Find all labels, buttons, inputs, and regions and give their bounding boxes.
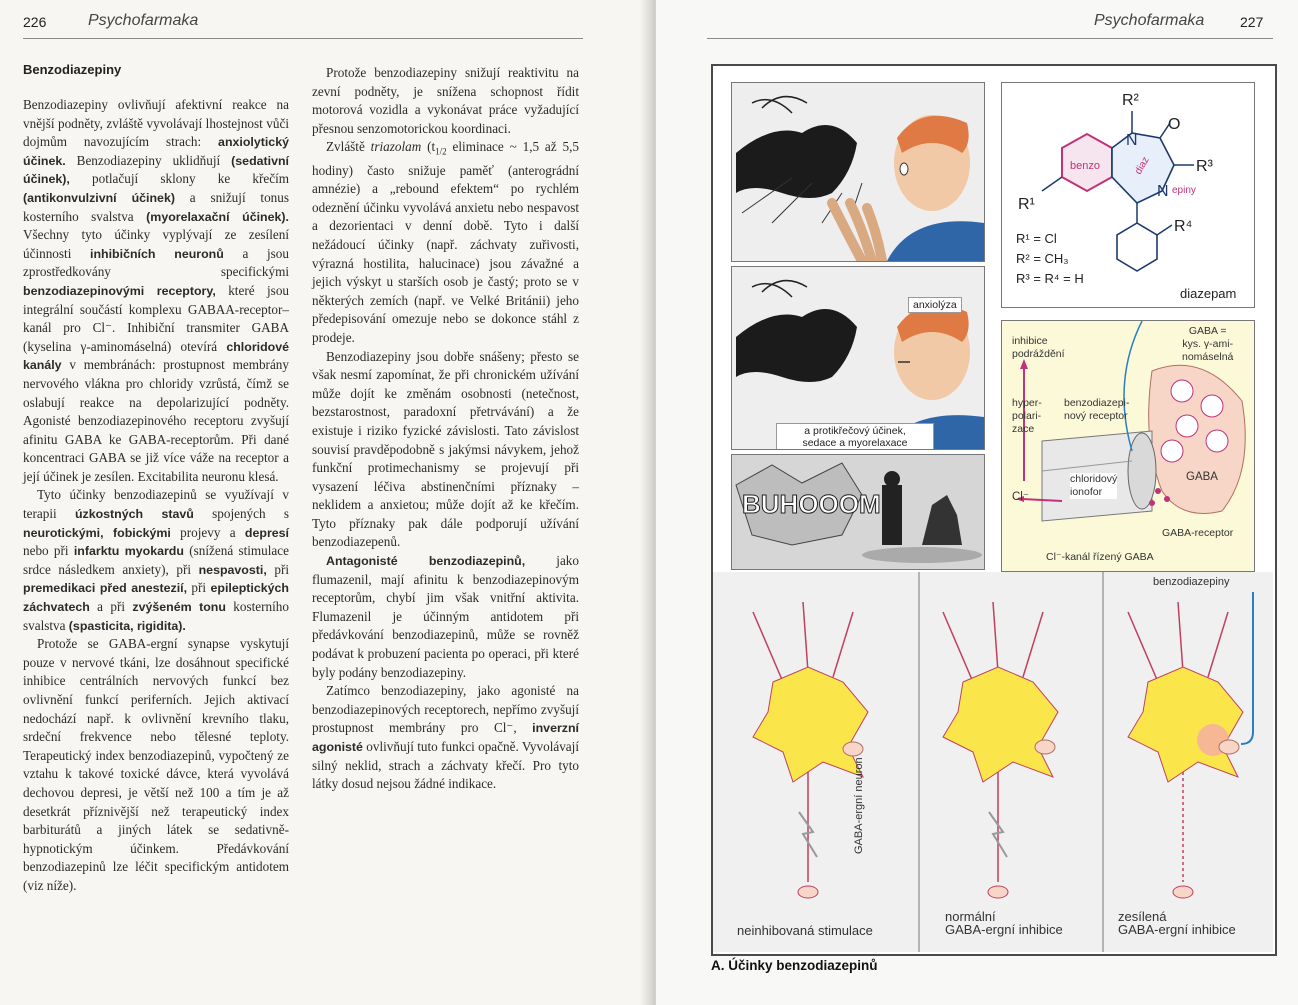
left-column-1 bbox=[23, 96, 289, 896]
normal-line-2: GABA-ergní inhibice bbox=[945, 922, 1063, 937]
left-running-head: Psychofarmaka bbox=[88, 12, 199, 29]
paragraph: Zatímco benzodiazepiny, jako agonisté na benzodiazepinových receptorech, nepřímo zvyšují prostupnost membrány pro Cl⁻, inverzní agonisté ovlivňují tuto funkci opačně. Vyvolávají silný neklid, strach a záchvaty křečí. Pro tyto látky dosud nejsou žádné indikace. bbox=[312, 683, 579, 792]
gaba-neuron-label: GABA-ergní neuron bbox=[853, 757, 865, 854]
normal-inhibition-label bbox=[945, 910, 1063, 936]
gaba-def-line-1: GABA = bbox=[1188, 325, 1227, 337]
substituent-2: R² = CH₃ bbox=[1016, 251, 1069, 266]
paragraph: Benzodiazepiny jsou dobře snášeny; přesto se však nesmí zapomínat, že při chronickém užívání může dojít ke změnám osobnosti (netečnost, bezstarostnost, paradoxní přetrvávání) a že existuje i riziko fyzické závislosti. Tato závislost souvisí pravděpodobně s jakýmsi návykem, jehož funkční protimechanismy se projevují při vysazení léčiva abstinenčními příznaky – neklidem a anxietou; může dojít až ke křečím. Tyto příznaky pak dále podporují užívání benzodiazepenů. bbox=[312, 348, 579, 550]
gaba-definition-label bbox=[1182, 325, 1233, 364]
substituent-3: R³ = R⁴ = H bbox=[1016, 271, 1084, 286]
right-running-head: Psychofarmaka bbox=[1094, 12, 1205, 29]
sound-word: BUHOOOM bbox=[742, 489, 881, 519]
effects-label-line-1: a protikřečový účinek, bbox=[804, 425, 906, 437]
enhanced-line-1: zesílená bbox=[1118, 909, 1167, 924]
comic-fear-illustration bbox=[732, 83, 984, 261]
o-atom: O bbox=[1168, 116, 1181, 133]
right-page-number: 227 bbox=[1240, 14, 1264, 30]
paragraph: Protože benzodiazepiny snižují reaktivitu na zevní podněty, je snížena schopnost řídit motorová vozidla a vykonávat práce vyžadující přesnou senzomotorickou koordinaci. bbox=[312, 65, 579, 136]
section-heading: Benzodiazepiny bbox=[23, 62, 122, 77]
hyper-line-3: zace bbox=[1012, 423, 1035, 435]
hyper-line-1: hyper- bbox=[1012, 397, 1042, 409]
right-header-rule bbox=[707, 38, 1273, 39]
n2-atom: N bbox=[1157, 183, 1169, 200]
chlor-line-1: chloridový bbox=[1070, 473, 1118, 485]
inhibition-line-1: inhibice bbox=[1012, 335, 1048, 347]
bzd-receptor-label bbox=[1064, 397, 1129, 423]
neuron-comparison-area bbox=[713, 572, 1273, 952]
chloride-ion-label: Cl⁻ bbox=[1012, 491, 1029, 503]
r1-label: R¹ bbox=[1018, 196, 1035, 213]
benzo-label: benzo bbox=[1070, 160, 1100, 172]
paragraph: Zvláště triazolam ($t_{1/2}$ eliminace ~ 1,5 až 5,5 hodiny) často snižuje paměť (anterográdní amnézie) a „rebound efektem“ po rychlém odeznění účinku vyvolává anxietu nebo nespavost a dezorientaci v denní době. Tyto i další nežádoucí účinky (např. záchvaty zuřivosti, výrazná hostilita, halucinace) jsou závažné a jejich výskyt u starších osob je častý; proto se v některých zemích (např. ve Velké Británii) jeho předepisování omezuje nebo se dokonce stáhl z prodeje. bbox=[312, 139, 579, 345]
effects-label-line-2: sedace a myorelaxace bbox=[802, 437, 908, 449]
paragraph: Antagonisté benzodiazepinů, jako flumazenil, mají afinitu k benzodiazepinovým receptorům, chybí jim však vnitřní aktivita. Flumazenil je účinným antidotem při předávkování benzodiazepinů, může se rovněž podávat k probuzení pacienta po operaci, při které byly podány benzodiazepiny. bbox=[312, 553, 579, 680]
diaz-label: diaz bbox=[1133, 155, 1152, 177]
inhibition-label bbox=[1012, 335, 1065, 361]
left-column-2 bbox=[312, 64, 579, 794]
chlor-line-2: ionofor bbox=[1070, 486, 1103, 498]
r4-label: R⁴ bbox=[1174, 218, 1193, 235]
gaba-label: GABA bbox=[1186, 471, 1218, 483]
figure-caption: A. Účinky benzodiazepinů bbox=[711, 958, 878, 973]
comic-panel-anxiolysis bbox=[731, 266, 985, 450]
gaba-def-line-2: kys. γ-ami- bbox=[1182, 338, 1234, 350]
comic-calm-illustration bbox=[732, 267, 984, 449]
gaba-def-line-3: nomáselná bbox=[1182, 351, 1234, 363]
paragraph: Tyto účinky benzodiazepinů se využívají v terapii úzkostných stavů spojených s neurotickými, fobickými projevy a depresí nebo při infarktu myokardu (snížená stimulace srdce následkem anxiety), při nespavosti, při premedikaci před anestezií, při epileptických záchvatech a při zvýšeném tonu kosterního svalstva (spasticita, rigidita). bbox=[23, 487, 290, 633]
substituent-1: R¹ = Cl bbox=[1016, 231, 1057, 246]
paragraph: Protože se GABA-ergní synapse vyskytují pouze v nervové tkáni, lze dosáhnout specifické inhibice centrálních nervových funkcí bez ovlivnění funkcí periferních. Jejich aktivací nedochází např. k ovlivnění krevního tlaku, srdeční frekvence nebo tělesné teploty. Terapeutický index benzodiazepinů, vypočtený ze vztahu k takové toxické dávce, která vyvolává dechovou depresi, je větší než 100 a tím je až desetkrát příznivější než terapeutický index barbiturátů a jiných látek se sedativně-hypnotickým účinkem. Předávkování benzodiazepinů lze léčit specifickým antidotem (viz níže). bbox=[23, 636, 289, 893]
chloride-ionophore-label bbox=[1070, 473, 1117, 499]
bzd-line-1: benzodiazepi- bbox=[1064, 397, 1130, 409]
left-page-number: 226 bbox=[23, 14, 47, 30]
explosion-illustration bbox=[732, 455, 984, 569]
epiny-label: epiny bbox=[1172, 185, 1196, 196]
n1-atom: N bbox=[1126, 132, 1138, 149]
neuron-diagrams bbox=[713, 572, 1273, 952]
gaba-gated-channel-label: Cl⁻-kanál řízený GABA bbox=[1046, 551, 1154, 563]
gaba-receptor-panel bbox=[1001, 320, 1255, 572]
comic-panel-fear bbox=[731, 82, 985, 262]
normal-line-1: normální bbox=[945, 909, 996, 924]
comic-panel-explosion bbox=[731, 454, 985, 570]
diazepam-label: diazepam bbox=[1180, 286, 1237, 301]
hyperpolarization-label bbox=[1012, 397, 1042, 436]
anxiolysis-label: anxiolýza bbox=[908, 297, 962, 313]
bzd-line-2: nový receptor bbox=[1064, 410, 1128, 422]
enhanced-inhibition-label bbox=[1118, 910, 1236, 936]
left-header-rule bbox=[23, 38, 583, 39]
diazepam-structure bbox=[1002, 83, 1254, 307]
hyper-line-2: polari- bbox=[1012, 410, 1042, 422]
inhibition-line-2: podráždění bbox=[1012, 348, 1065, 360]
diazepam-structure-panel bbox=[1001, 82, 1255, 308]
r3-label: R³ bbox=[1196, 158, 1213, 175]
gaba-receptor-label: GABA-receptor bbox=[1162, 527, 1234, 539]
effects-label bbox=[776, 423, 934, 450]
paragraph: Benzodiazepiny ovlivňují afektivní reakce na vnější podněty, zvláště vyvolávají lhostejnost vůči dojmům navozujícím strach: anxiolytický účinek. Benzodiazepiny uklidňují (sedativní účinek), potlačují sklony ke křečím (antikonvulzivní účinek) a snižují tonus kosterního svalstva (myorelaxační účinek). Všechny tyto účinky vyplývají ze zesílení účinnosti inhibičních neuronů a jsou zprostředkovány specifickými benzodiazepinovými receptory, které jsou integrální součástí komplexu GABAA-receptor–kanál pro Cl⁻. Inhibiční transmiter GABA (kyselina γ-aminomáselná) otevírá chloridové kanály v membránách: prostupnost membrány nervového vlákna pro chloridy vzrůstá, čímž se oslabují reakce na depolarizující podněty. Agonisté benzodiazepinového receptoru zvyšují afinitu GABA ke GABA-receptorům. Při dané koncentraci GABA se již více váže na receptor a její účinek je zesílen. Excitabilita neuronu klesá. bbox=[23, 97, 290, 484]
benzodiazepines-label: benzodiazepiny bbox=[1153, 576, 1230, 588]
unhibited-stimulation-label: neinhibovaná stimulace bbox=[737, 923, 873, 938]
enhanced-line-2: GABA-ergní inhibice bbox=[1118, 922, 1236, 937]
r2-label: R² bbox=[1122, 92, 1139, 109]
